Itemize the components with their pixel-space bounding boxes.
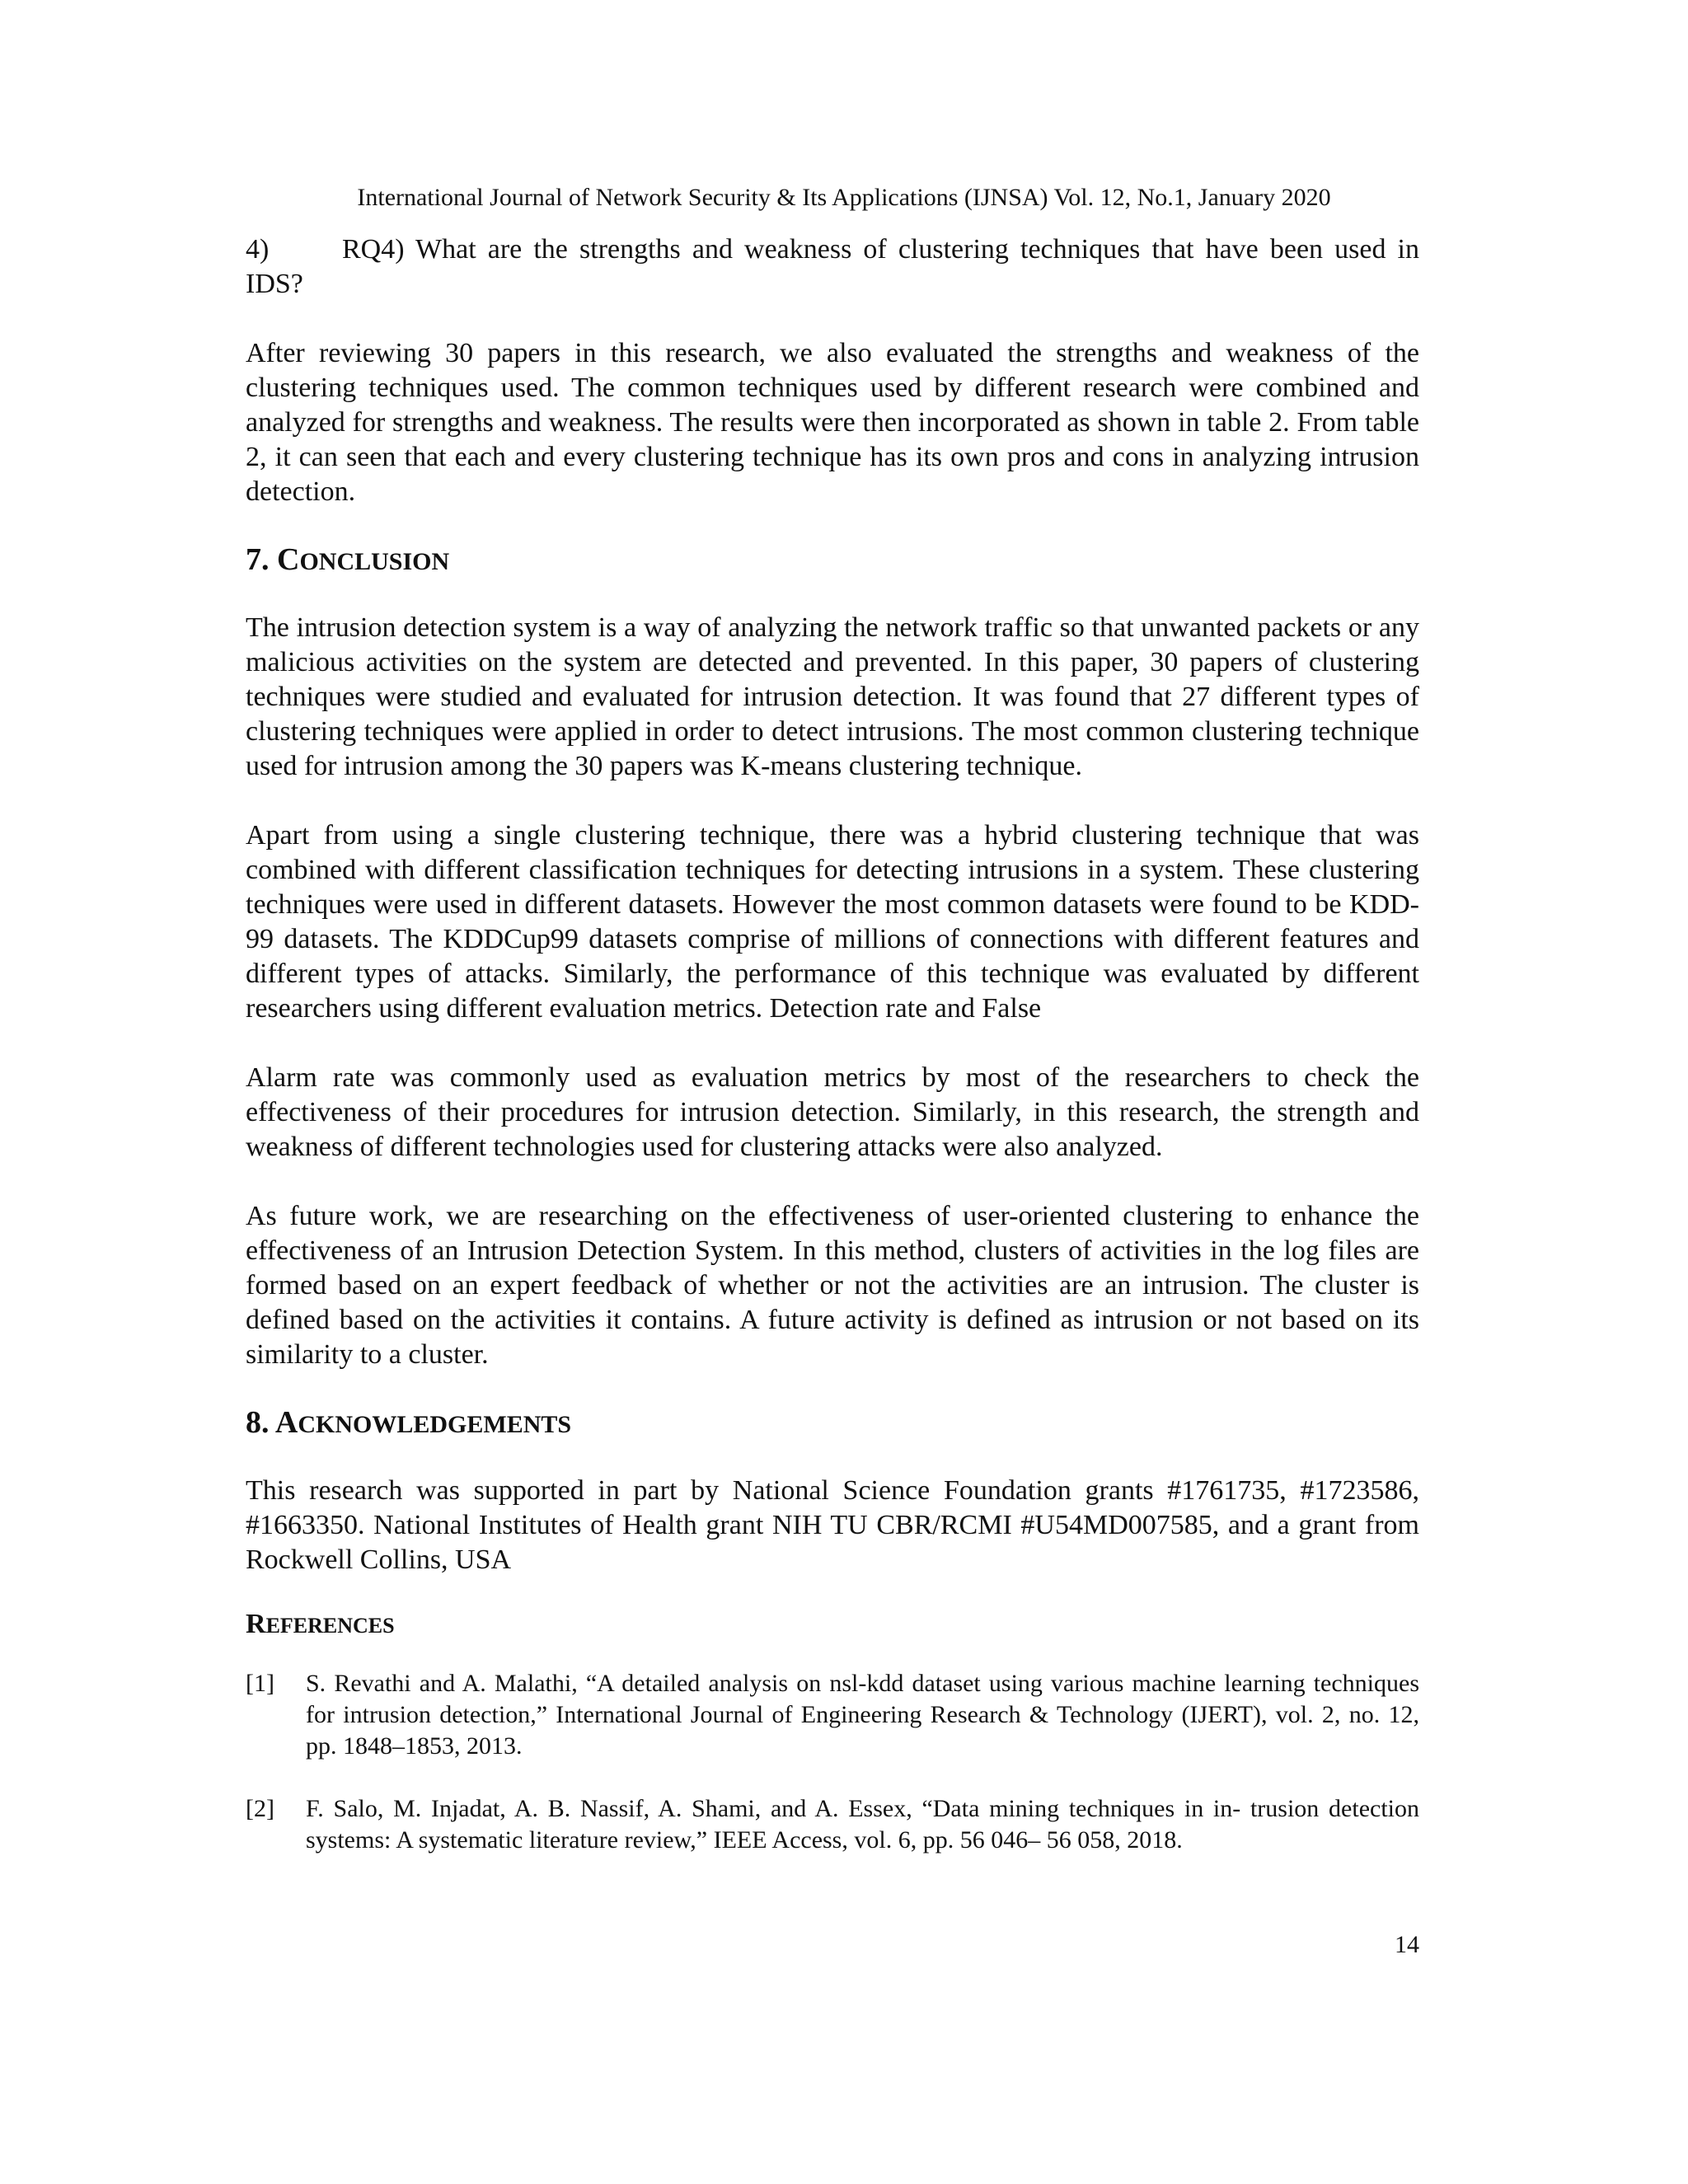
page-number: 14 bbox=[1395, 1931, 1419, 1958]
acknowledgements-paragraph: This research was supported in part by National Science Foundation grants #1761735, #1723586, #1663350. National Institutes of Health grant NIH TU CBR/RCMI #U54MD007585, and a grant from Rockwell Collins, USA bbox=[246, 1475, 1419, 1575]
conclusion-paragraph-4: As future work, we are researching on the effectiveness of user-oriented clustering to enhance the effectiveness of an Intrusion Detection System. In this method, clusters of activities in the log files are formed based on an expert feedback of whether or not the activities are an intrusion. The cluster is defined based on the activities it contains. A future activity is defined as intrusion or not based on its similarity to a cluster. bbox=[246, 1201, 1419, 1370]
conclusion-paragraph-2: Apart from using a single clustering technique, there was a hybrid clustering technique that was combined with different classification techniques for detecting intrusions in a system. These clustering techniques were used in different datasets. However the most common datasets were found to be KDD-99 datasets. The KDDCup99 datasets comprise of millions of connections with different features and different types of attacks. Similarly, the performance of this technique was evaluated by different researchers using different evaluation metrics. Detection rate and False bbox=[246, 820, 1419, 1024]
reference-number: [1] bbox=[246, 1670, 274, 1697]
reference-text: F. Salo, M. Injadat, A. B. Nassif, A. Shami, and A. Essex, “Data mining techniques in in- trusion detection systems: A systematic literature review,” IEEE Access, vol. 6, pp. 56 046– 56 058, 2018. bbox=[306, 1795, 1419, 1854]
section-number: 7. bbox=[246, 542, 270, 577]
section-title-rest: ONCLUSION bbox=[299, 548, 450, 575]
references-title-rest: EFERENCES bbox=[265, 1614, 395, 1638]
running-header: International Journal of Network Security & Its Applications (IJNSA) Vol. 12, No.1, January 2020 bbox=[357, 184, 1331, 211]
page-content bbox=[246, 232, 1419, 1856]
research-question-4 bbox=[246, 232, 1419, 302]
reference-item bbox=[246, 1793, 1419, 1856]
reference-item bbox=[246, 1668, 1419, 1762]
reference-number: [2] bbox=[246, 1795, 274, 1822]
rq4-answer-paragraph: After reviewing 30 papers in this research, we also evaluated the strengths and weakness of the clustering techniques used. The common techniques used by different research were combined and analyzed for strengths and weakness. The results were then incorporated as shown in table 2. From table 2, it can seen that each and every clustering technique has its own pros and cons in analyzing intrusion detection. bbox=[246, 338, 1419, 507]
research-question-text: RQ4) What are the strengths and weakness of clustering techniques that have been used in IDS? bbox=[246, 234, 1419, 299]
references-title-initial: R bbox=[246, 1609, 266, 1639]
references-heading bbox=[246, 1607, 1419, 1643]
research-question-number: 4) bbox=[246, 234, 270, 265]
section-title-initial: A bbox=[274, 1405, 298, 1440]
section-number: 8. bbox=[246, 1405, 270, 1440]
section-heading-acknowledgements bbox=[246, 1404, 1419, 1444]
section-title-initial: C bbox=[277, 542, 300, 577]
reference-text: S. Revathi and A. Malathi, “A detailed analysis on nsl-kdd dataset using various machine learning techniques for intrusion detection,” International Journal of Engineering Research & Technology (IJERT), vol. 2, no. 12, pp. 1848–1853, 2013. bbox=[306, 1670, 1419, 1760]
section-title-rest: CKNOWLEDGEMENTS bbox=[298, 1411, 572, 1438]
section-heading-conclusion bbox=[246, 541, 1419, 581]
conclusion-paragraph-3: Alarm rate was commonly used as evaluation metrics by most of the researchers to check the effectiveness of their procedures for intrusion detection. Similarly, in this research, the strength and weakness of different technologies used for clustering attacks were also analyzed. bbox=[246, 1062, 1419, 1162]
conclusion-paragraph-1: The intrusion detection system is a way of analyzing the network traffic so that unwanted packets or any malicious activities on the system are detected and prevented. In this paper, 30 papers of clustering techniques were studied and evaluated for intrusion detection. It was found that 27 different types of clustering techniques were applied in order to detect intrusions. The most common clustering technique used for intrusion among the 30 papers was K-means clustering technique. bbox=[246, 612, 1419, 781]
